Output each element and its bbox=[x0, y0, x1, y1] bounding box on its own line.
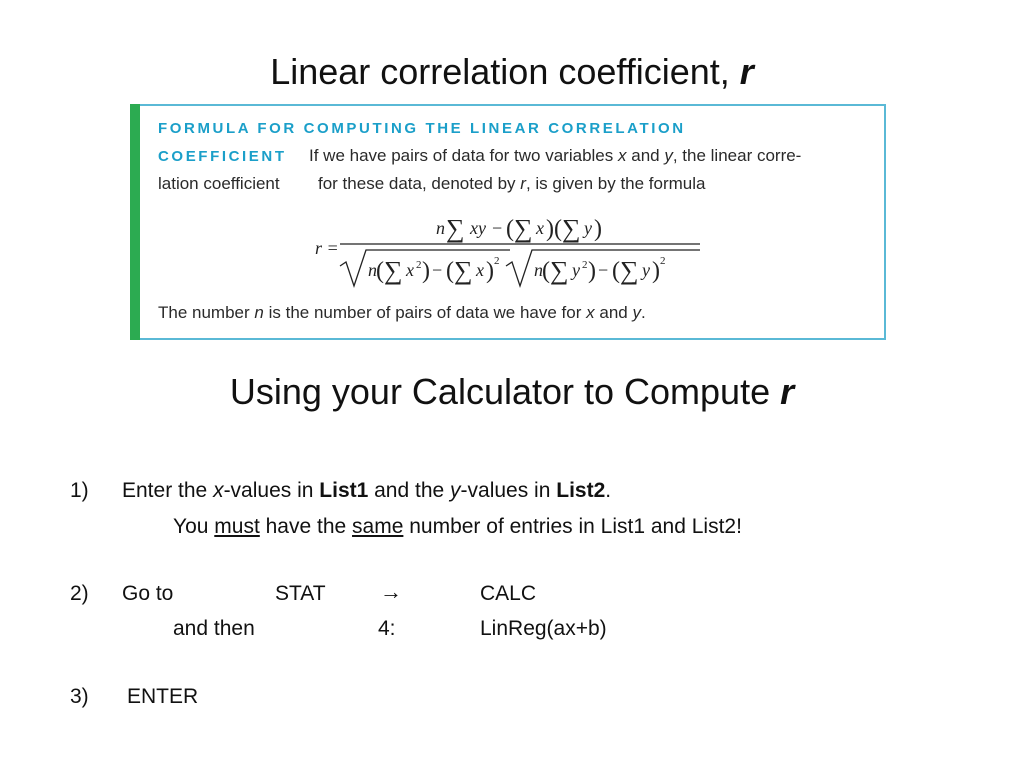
svg-text:y: y bbox=[584, 218, 592, 238]
svg-text:): ) bbox=[486, 258, 494, 284]
formula-box-accent-bar bbox=[130, 104, 140, 340]
footer-var-x: x bbox=[586, 303, 595, 322]
footer-end: . bbox=[640, 303, 646, 322]
svg-text:2: 2 bbox=[582, 259, 588, 271]
svg-text:∑: ∑ bbox=[620, 256, 639, 285]
intro-text-e: , is given by the formula bbox=[525, 174, 706, 193]
step-1-a: Enter the bbox=[122, 479, 214, 502]
svg-text:(: ( bbox=[506, 216, 514, 242]
step-2-number: 2) bbox=[70, 582, 89, 605]
svg-text:): ) bbox=[422, 258, 430, 284]
step-1-list1: List1 bbox=[319, 479, 369, 502]
step-1-sub-c: number of entries in List1 and List2! bbox=[403, 515, 742, 538]
step-2-andthen: and then bbox=[173, 617, 255, 640]
svg-text:(: ( bbox=[446, 258, 454, 284]
step-1-y: y bbox=[450, 479, 461, 502]
formula-intro-line1 bbox=[309, 146, 801, 166]
svg-text:2: 2 bbox=[416, 259, 422, 271]
svg-text:(: ( bbox=[554, 216, 562, 242]
svg-text:∑: ∑ bbox=[454, 256, 473, 285]
footer-text-b: is the number of pairs of data we have for bbox=[268, 303, 582, 322]
slide-subtitle-text: Using your Calculator to Compute bbox=[229, 371, 781, 412]
svg-text:2: 2 bbox=[660, 255, 666, 267]
slide-title bbox=[0, 50, 1024, 94]
svg-text:xy: xy bbox=[470, 218, 486, 238]
slide-title-var: r bbox=[739, 51, 754, 92]
intro-text-d: for these data, denoted by bbox=[318, 174, 516, 193]
svg-text:∑: ∑ bbox=[562, 214, 581, 243]
svg-text:n: n bbox=[534, 260, 543, 280]
intro-and: and bbox=[631, 146, 660, 165]
svg-text:x: x bbox=[406, 260, 414, 280]
svg-text:∑: ∑ bbox=[446, 214, 465, 243]
intro-var-r: r bbox=[520, 174, 526, 193]
step-3-number: 3) bbox=[70, 685, 89, 708]
step-1-subtext bbox=[173, 514, 742, 540]
footer-text-a: The number bbox=[158, 303, 250, 322]
slide-subtitle bbox=[0, 370, 1024, 414]
svg-text:n: n bbox=[436, 218, 445, 238]
formula-footer bbox=[158, 303, 646, 323]
step-1-list2: List2 bbox=[556, 479, 606, 502]
step-1-x: x bbox=[213, 479, 224, 502]
svg-text:(: ( bbox=[542, 258, 550, 284]
footer-var-n: n bbox=[254, 303, 264, 322]
svg-text:n: n bbox=[368, 260, 377, 280]
svg-text:): ) bbox=[594, 216, 602, 242]
svg-text:y: y bbox=[642, 260, 650, 280]
svg-text:x: x bbox=[476, 260, 484, 280]
formula-heading-line1: FORMULA FOR COMPUTING THE LINEAR CORRELATION bbox=[158, 120, 686, 137]
formula-intro-line2b bbox=[318, 174, 705, 194]
step-1-text bbox=[122, 478, 611, 504]
step-2-stat: STAT bbox=[275, 582, 326, 605]
svg-text:−: − bbox=[432, 260, 443, 280]
step-1-b: -values in bbox=[223, 479, 320, 502]
formula-heading-line2: COEFFICIENT bbox=[158, 148, 287, 165]
svg-text:(: ( bbox=[376, 258, 384, 284]
correlation-formula bbox=[310, 206, 710, 296]
intro-text-c: lation coefficient bbox=[158, 174, 280, 193]
intro-var-y: y bbox=[664, 146, 673, 165]
svg-text:∑: ∑ bbox=[384, 256, 403, 285]
formula-denominator bbox=[340, 250, 700, 286]
footer-var-y: y bbox=[632, 303, 641, 322]
step-1-sub-a: You bbox=[173, 515, 215, 538]
formula-r-label: r = bbox=[315, 238, 339, 258]
svg-text:∑: ∑ bbox=[550, 256, 569, 285]
svg-text:−: − bbox=[598, 260, 609, 280]
svg-text:): ) bbox=[652, 258, 660, 284]
step-2-calc: CALC bbox=[480, 582, 537, 605]
svg-text:∑: ∑ bbox=[514, 214, 533, 243]
step-1-c: and the bbox=[368, 479, 451, 502]
svg-text:x: x bbox=[536, 218, 544, 238]
svg-text:(: ( bbox=[612, 258, 620, 284]
step-2-four: 4: bbox=[378, 617, 396, 640]
step-1-number: 1) bbox=[70, 479, 89, 502]
step-1-e: . bbox=[605, 479, 612, 502]
step-2-linreg: LinReg(ax+b) bbox=[480, 617, 607, 640]
slide-title-text: Linear correlation coefficient, bbox=[270, 51, 740, 92]
svg-text:2: 2 bbox=[494, 255, 500, 267]
step-1-sub-same: same bbox=[352, 515, 404, 538]
step-2-goto: Go to bbox=[122, 582, 174, 605]
intro-text-b: , the linear corre- bbox=[672, 146, 802, 165]
step-1-sub-b: have the bbox=[259, 515, 353, 538]
formula-numerator bbox=[436, 214, 602, 243]
svg-text:y: y bbox=[572, 260, 580, 280]
right-arrow-icon: → bbox=[380, 579, 402, 604]
formula-intro-line2 bbox=[158, 174, 280, 194]
step-3-enter: ENTER bbox=[127, 685, 199, 708]
intro-var-x: x bbox=[618, 146, 627, 165]
svg-text:): ) bbox=[588, 258, 596, 284]
slide-subtitle-var: r bbox=[780, 371, 795, 412]
intro-text-a: If we have pairs of data for two variables bbox=[309, 146, 614, 165]
svg-text:−: − bbox=[492, 218, 503, 238]
step-1-d: -values in bbox=[460, 479, 557, 502]
step-1-sub-must: must bbox=[214, 515, 260, 538]
footer-and: and bbox=[599, 303, 628, 322]
svg-text:): ) bbox=[546, 216, 554, 242]
